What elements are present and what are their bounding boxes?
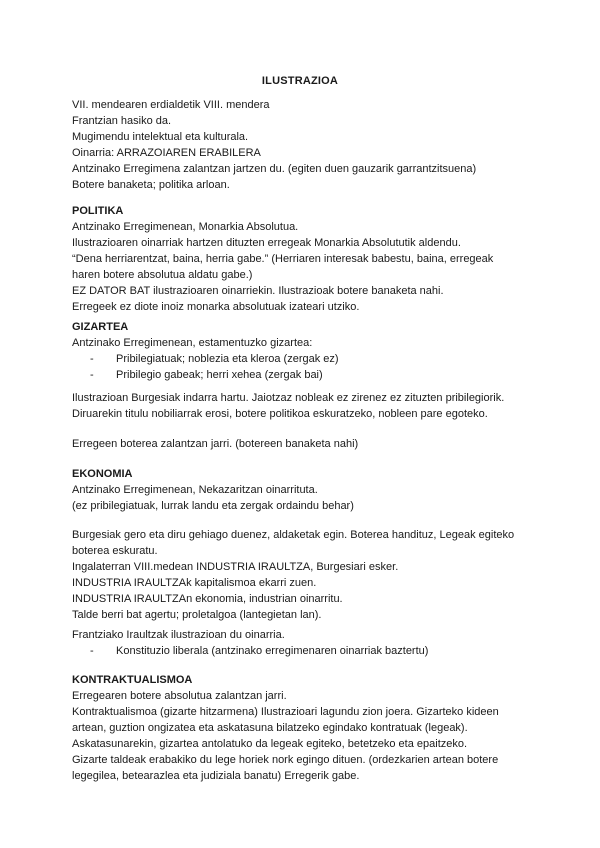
gizartea-heading: GIZARTEA <box>72 321 129 333</box>
politika-line: EZ DATOR BAT ilustrazioaren oinarriekin. Ilustrazioak botere banaketa nahi. <box>72 285 444 297</box>
gizartea-line: Erregeen boterea zalantzan jarri. (botereen banaketa nahi) <box>72 438 359 450</box>
gizartea-section <box>72 319 542 383</box>
gizartea-paragraph <box>72 436 542 452</box>
politika-line: “Dena herriarentzat, baina, herria gabe.” (Herriaren interesak babestu, baina, erregeak <box>72 253 494 265</box>
dash-icon: - <box>90 369 94 381</box>
intro-section <box>72 97 542 193</box>
gizartea-line: Ilustrazioan Burgesiak indarra hartu. Jaiotzaz nobleak ez zirenez ez zituzten pribilegiorik. <box>72 392 505 404</box>
kontraktualismoa-line: Erregearen botere absolutua zalantzan jarri. <box>72 690 287 702</box>
intro-line: Oinarria: ARRAZOIAREN ERABILERA <box>72 147 261 159</box>
kontraktualismoa-line: Askatasunarekin, gizartea antolatuko da legeak egiteko, betetzeko eta epaitzeko. <box>72 738 468 750</box>
intro-line: Mugimendu intelektual eta kulturala. <box>72 131 249 143</box>
politika-line: haren botere absolutua aldatu gabe.) <box>72 269 253 281</box>
politika-heading: POLITIKA <box>72 205 124 217</box>
kontraktualismoa-line: Kontraktualismoa (gizarte hitzarmena) Ilustrazioari lagundu zion joera. Gizarteko kideen <box>72 706 499 718</box>
ekonomia-line: boterea eskuratu. <box>72 545 158 557</box>
politika-line: Erregeek ez diote inoiz monarka absolutuak izateari utziko. <box>72 301 360 313</box>
ekonomia-paragraph <box>72 527 542 623</box>
bullet-text: Konstituzio liberala (antzinako erregimenaren oinarriak baztertu) <box>116 645 429 657</box>
politika-line: Ilustrazioaren oinarriak hartzen dituzten erregeak Monarkia Absolututik aldendu. <box>72 237 461 249</box>
ekonomia-heading: EKONOMIA <box>72 468 133 480</box>
intro-line: Botere banaketa; politika arloan. <box>72 179 230 191</box>
ekonomia-line: Ingalaterran VIII.medean INDUSTRIA IRAULTZA, Burgesiari esker. <box>72 561 399 573</box>
kontraktualismoa-section <box>72 672 542 784</box>
ekonomia-line: (ez pribilegiatuak, lurrak landu eta zergak ordaindu behar) <box>72 500 354 512</box>
ekonomia-section <box>72 466 542 514</box>
ekonomia-line: Frantziako Iraultzak ilustrazioan du oinarria. <box>72 629 285 641</box>
bullet-text: Pribilegiatuak; noblezia eta kleroa (zergak ez) <box>116 353 339 365</box>
ekonomia-line: Antzinako Erregimenean, Nekazaritzan oinarrituta. <box>72 484 318 496</box>
gizartea-paragraph <box>72 390 542 422</box>
ekonomia-line: Talde berri bat agertu; proletalgoa (lantegietan lan). <box>72 609 322 621</box>
gizartea-line: Diruarekin titulu nobiliarrak erosi, botere politikoa eskuratzeko, nobleen pare egoteko. <box>72 408 488 420</box>
politika-line: Antzinako Erregimenean, Monarkia Absolutua. <box>72 221 299 233</box>
intro-line: Antzinako Erregimena zalantzan jartzen du. (egiten duen gauzarik garrantzitsuena) <box>72 163 477 175</box>
bullet-text: Pribilegio gabeak; herri xehea (zergak bai) <box>116 369 323 381</box>
kontraktualismoa-line: artean, guztion ongizatea eta askatasuna bilatzeko egindako kontratuak (legeak). <box>72 722 468 734</box>
ekonomia-bullet <box>72 643 542 659</box>
dash-icon: - <box>90 645 94 657</box>
politika-section <box>72 203 542 315</box>
page-title: ILUSTRAZIOA <box>261 75 339 87</box>
kontraktualismoa-heading: KONTRAKTUALISMOA <box>72 674 193 686</box>
intro-line: VII. mendearen erdialdetik VIII. mendera <box>72 99 270 111</box>
intro-line: Frantzian hasiko da. <box>72 115 172 127</box>
kontraktualismoa-line: Gizarte taldeak erabakiko du lege horiek nork egingo dituen. (ordezkarien artean botere <box>72 754 499 766</box>
gizartea-bullet <box>72 351 542 367</box>
ekonomia-line: Burgesiak gero eta diru gehiago duenez, aldaketak egin. Boterea handituz, Legeak egiteko <box>72 529 515 541</box>
gizartea-line: Antzinako Erregimenean, estamentuzko gizartea: <box>72 337 313 349</box>
ekonomia-line: INDUSTRIA IRAULTZAk kapitalismoa ekarri zuen. <box>72 577 317 589</box>
ekonomia-paragraph <box>72 627 542 659</box>
gizartea-bullet <box>72 367 542 383</box>
dash-icon: - <box>90 353 94 365</box>
ekonomia-line: INDUSTRIA IRAULTZAn ekonomia, industrian oinarritu. <box>72 593 343 605</box>
kontraktualismoa-line: legegilea, betearazlea eta judiziala banatu) Erregerik gabe. <box>72 770 360 782</box>
